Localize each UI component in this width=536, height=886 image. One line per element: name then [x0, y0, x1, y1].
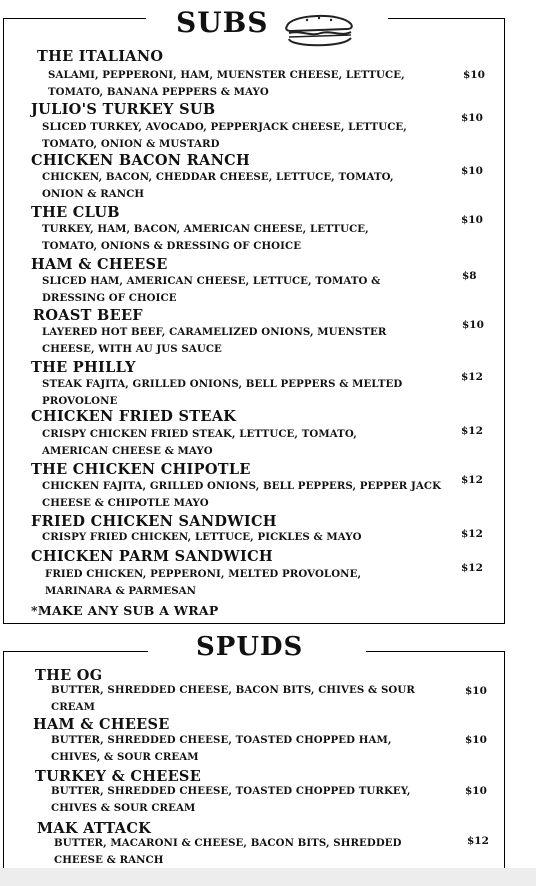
item-name: ROAST BEEF [33, 307, 143, 324]
item-description: BUTTER, SHREDDED CHEESE, TOASTED CHOPPED TURKEY, CHIVES & SOUR CREAM [51, 785, 411, 814]
item-price: $12 [461, 371, 483, 383]
item-name: JULIO'S TURKEY SUB [31, 101, 216, 118]
item-description: STEAK FAJITA, GRILLED ONIONS, BELL PEPPERS & MELTED PROVOLONE [42, 378, 403, 407]
item-price: $10 [461, 214, 483, 226]
item-price: $12 [461, 528, 483, 540]
item-price: $10 [465, 685, 487, 697]
item-description: SALAMI, PEPPERONI, HAM, MUENSTER CHEESE, LETTUCE, TOMATO, BANANA PEPPERS & MAYO [48, 69, 405, 98]
item-name: THE CHICKEN CHIPOTLE [31, 461, 251, 478]
item-price: $8 [462, 270, 477, 282]
item-name: FRIED CHICKEN SANDWICH [31, 513, 277, 530]
item-price: $10 [461, 165, 483, 177]
item-name: HAM & CHEESE [33, 716, 170, 733]
item-price: $12 [467, 835, 489, 847]
item-description: FRIED CHICKEN, PEPPERONI, MELTED PROVOLONE, MARINARA & PARMESAN [45, 568, 362, 597]
item-price: $10 [462, 319, 484, 331]
item-description: BUTTER, MACARONI & CHEESE, BACON BITS, SHREDDED CHEESE & RANCH [54, 837, 402, 866]
item-price: $12 [461, 562, 483, 574]
item-price: $10 [465, 734, 487, 746]
item-description: CRISPY CHICKEN FRIED STEAK, LETTUCE, TOMATO, AMERICAN CHEESE & MAYO [42, 428, 357, 457]
item-name: CHICKEN BACON RANCH [31, 152, 250, 169]
item-name: TURKEY & CHEESE [35, 768, 202, 785]
item-name: CHICKEN PARM SANDWICH [31, 548, 273, 565]
spuds-title: SPUDS [196, 632, 304, 662]
item-name: HAM & CHEESE [31, 256, 168, 273]
item-description: SLICED HAM, AMERICAN CHEESE, LETTUCE, TOMATO & DRESSING OF CHOICE [42, 275, 381, 304]
item-price: $10 [463, 69, 485, 81]
item-name: THE ITALIANO [37, 48, 164, 65]
item-name: THE PHILLY [31, 359, 136, 376]
item-description: LAYERED HOT BEEF, CARAMELIZED ONIONS, MUENSTER CHEESE, WITH AU JUS SAUCE [42, 326, 387, 355]
item-name: CHICKEN FRIED STEAK [31, 408, 237, 425]
item-description: CHICKEN, BACON, CHEDDAR CHEESE, LETTUCE, TOMATO, ONION & RANCH [42, 171, 394, 200]
item-description: CHICKEN FAJITA, GRILLED ONIONS, BELL PEPPERS, PEPPER JACK CHEESE & CHIPOTLE MAYO [42, 480, 442, 509]
item-description: SLICED TURKEY, AVOCADO, PEPPERJACK CHEESE, LETTUCE, TOMATO, ONION & MUSTARD [42, 121, 407, 150]
subs-top-line-right [388, 18, 505, 19]
item-name: THE OG [35, 667, 103, 684]
subs-title: SUBS [176, 6, 269, 39]
sandwich-icon [281, 10, 357, 52]
bottom-band [0, 868, 536, 886]
subs-top-line-left [3, 18, 146, 19]
item-price: $12 [461, 425, 483, 437]
item-price: $10 [465, 785, 487, 797]
item-name: THE CLUB [31, 204, 120, 221]
item-price: $10 [461, 112, 483, 124]
item-description: BUTTER, SHREDDED CHEESE, TOASTED CHOPPED HAM, CHIVES, & SOUR CREAM [51, 734, 392, 763]
wrap-note: *MAKE ANY SUB A WRAP [31, 603, 219, 618]
item-description: BUTTER, SHREDDED CHEESE, BACON BITS, CHIVES & SOUR CREAM [51, 684, 415, 713]
spuds-top-line-right [366, 651, 505, 652]
item-description: CRISPY FRIED CHICKEN, LETTUCE, PICKLES & MAYO [42, 531, 362, 543]
spuds-top-line-left [3, 651, 148, 652]
item-name: MAK ATTACK [37, 820, 152, 837]
item-price: $12 [461, 474, 483, 486]
item-description: TURKEY, HAM, BACON, AMERICAN CHEESE, LETTUCE, TOMATO, ONIONS & DRESSING OF CHOICE [42, 223, 369, 252]
